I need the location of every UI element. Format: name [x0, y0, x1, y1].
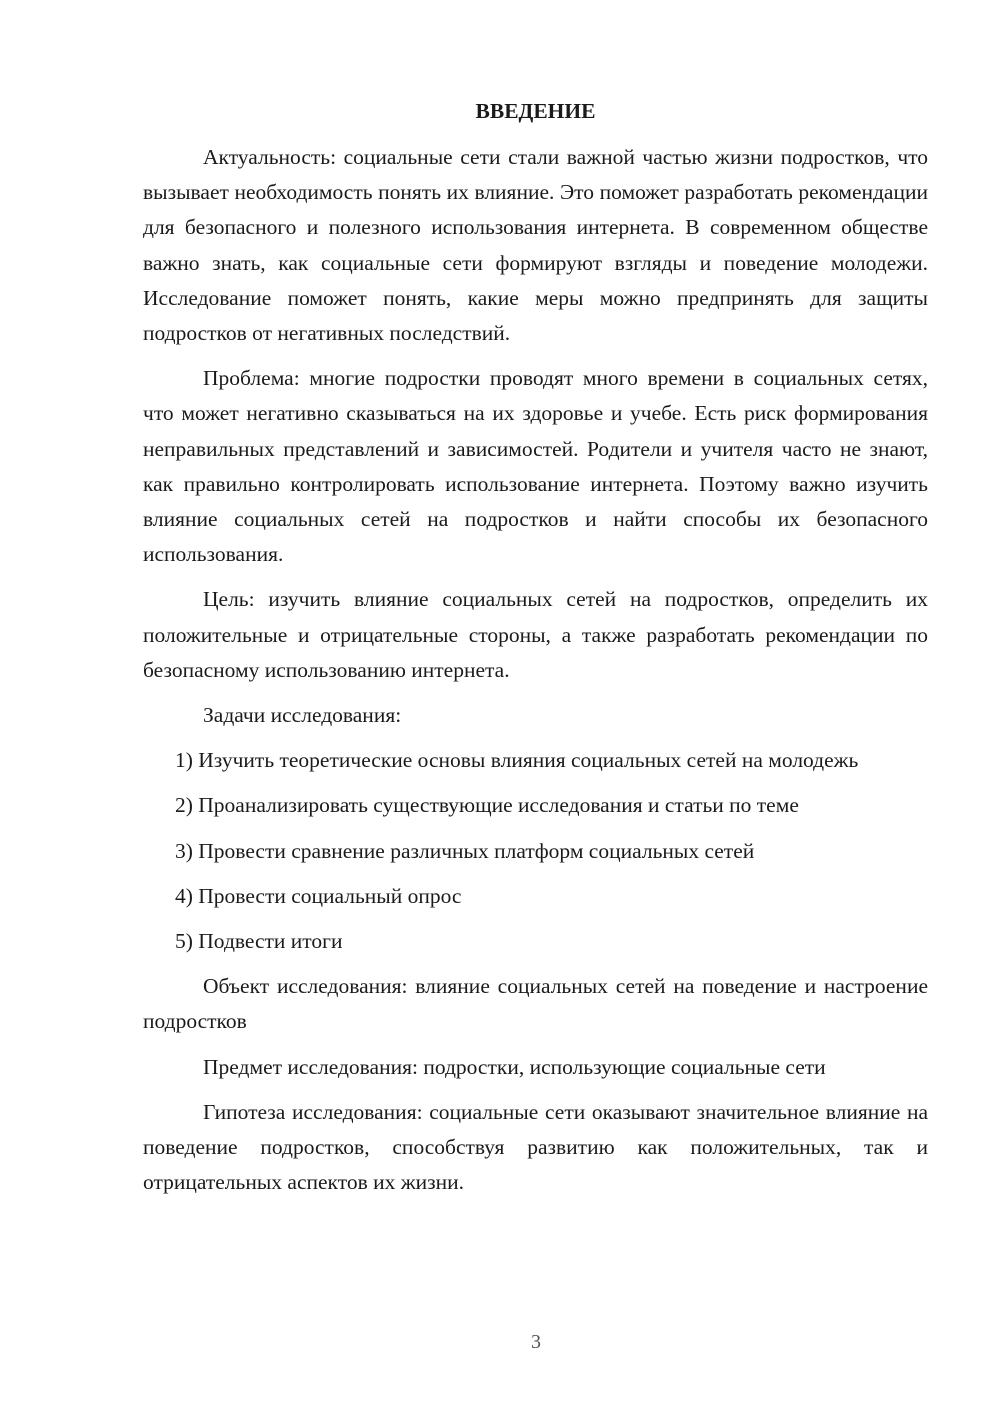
- paragraph-hypothesis: Гипотеза исследования: социальные сети оказывают значительное влияние на поведение подростков, способствуя развитию как положительных, так и отрицательных аспектов их жизни.: [143, 1099, 928, 1195]
- paragraph-problem: Проблема: многие подростки проводят много времени в социальных сетях, что может негативно сказываться на их здоровье и учебе. Есть риск формирования неправильных представлений и зависимостей. Родители и учителя часто не знают, как правильно контролировать использование интернета. Поэтому важно изучить влияние социальных сетей на подростков и найти способы их безопасного использования.: [143, 366, 928, 567]
- task-item-3: 3) Провести сравнение различных платформ социальных сетей: [175, 838, 755, 863]
- task-item-1: 1) Изучить теоретические основы влияния социальных сетей на молодежь: [175, 748, 859, 773]
- page-content: [143, 96, 928, 1210]
- page-number: 3: [531, 1331, 541, 1353]
- task-item-2: 2) Проанализировать существующие исследования и статьи по теме: [175, 793, 799, 818]
- task-item-5: 5) Подвести итоги: [175, 929, 343, 954]
- tasks-heading: Задачи исследования:: [203, 703, 402, 728]
- task-item-4: 4) Провести социальный опрос: [175, 883, 462, 908]
- paragraph-object: Объект исследования: влияние социальных сетей на поведение и настроение подростков: [143, 974, 928, 1034]
- paragraph-goal: Цель: изучить влияние социальных сетей на подростков, определить их положительные и отрицательные стороны, а также разработать рекомендации по безопасному использованию интернета.: [143, 587, 928, 682]
- page-title: ВВЕДЕНИЕ: [475, 99, 596, 123]
- paragraph-subject: Предмет исследования: подростки, использующие социальные сети: [203, 1054, 826, 1079]
- paragraph-relevance: Актуальность: социальные сети стали важной частью жизни подростков, что вызывает необходимость понять их влияние. Это поможет разработать рекомендации для безопасного и полезного использования интернета. В современном обществе важно знать, как социальные сети формируют взгляды и поведение молодежи. Исследование поможет понять, какие меры можно предпринять для защиты подростков от негативных последствий.: [143, 145, 928, 346]
